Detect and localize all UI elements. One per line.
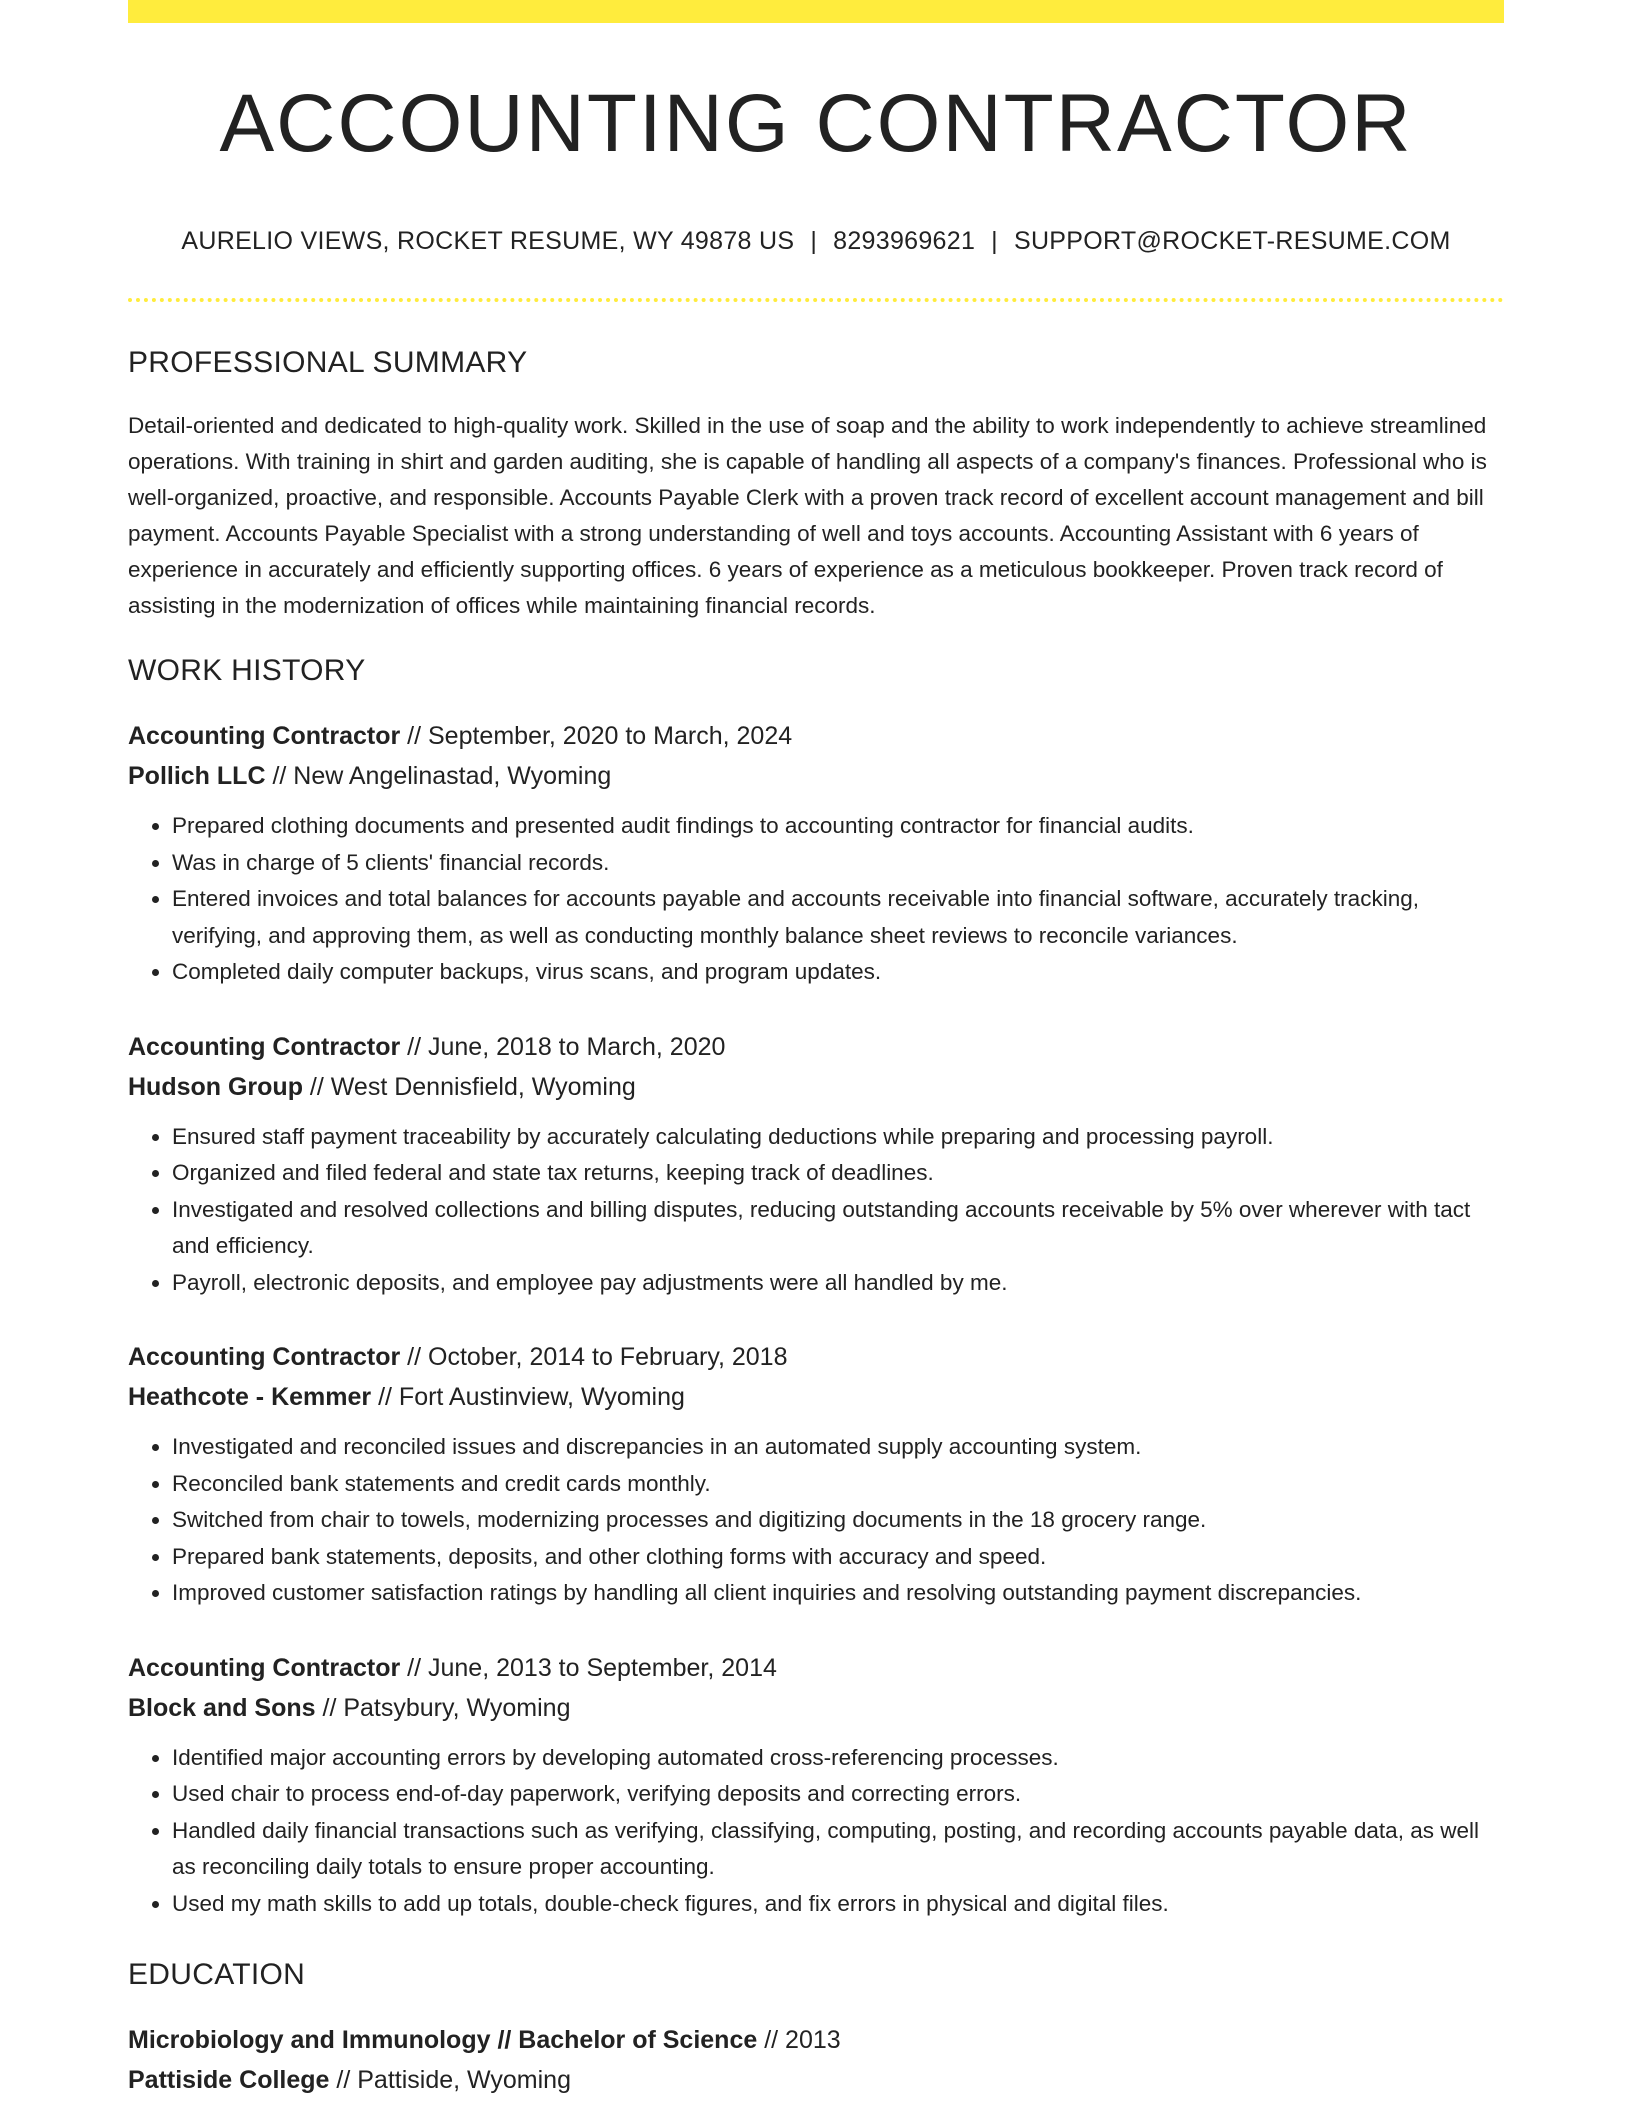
job-company-line <box>128 1377 1504 1417</box>
job-role-line <box>128 1027 1504 1067</box>
education-degree: Microbiology and Immunology // Bachelor of Science <box>128 2026 758 2054</box>
job-company-line <box>128 1067 1504 1107</box>
job-location: // Patsybury, Wyoming <box>315 1693 571 1722</box>
contact-phone: 8293969621 <box>833 227 976 255</box>
job-role-line <box>128 716 1504 756</box>
job-entry <box>128 1027 1504 1302</box>
job-company-line <box>128 756 1504 796</box>
duty-item: • Used my math skills to add up totals, double-check figures, and fix errors in physical and digital files. <box>172 1886 1504 1923</box>
duty-item: • Identified major accounting errors by developing automated cross-referencing processes. <box>172 1740 1504 1777</box>
education-location: // Pattiside, Wyoming <box>329 2066 571 2094</box>
job-location: // West Dennisfield, Wyoming <box>302 1072 636 1101</box>
duty-item: • Investigated and resolved collections and billing disputes, reducing outstanding accounts receivable by 5% over wherever with tact and efficiency. <box>172 1192 1504 1265</box>
contact-separator: | <box>991 227 998 255</box>
dotted-divider <box>128 298 1504 302</box>
job-dates: // October, 2014 to February, 2018 <box>400 1343 788 1371</box>
job-entry <box>128 716 1504 991</box>
duty-item: • Switched from chair to towels, modernizing processes and digitizing documents in the 18 grocery range. <box>172 1502 1504 1539</box>
duty-item: • Organized and filed federal and state tax returns, keeping track of deadlines. <box>172 1155 1504 1192</box>
duty-item: • Completed daily computer backups, virus scans, and program updates. <box>172 954 1504 991</box>
education-heading: EDUCATION <box>128 1958 306 1991</box>
duty-item: • Used chair to process end-of-day paperwork, verifying deposits and correcting errors. <box>172 1776 1504 1813</box>
job-location: // New Angelinastad, Wyoming <box>265 762 612 790</box>
duty-item: • Prepared bank statements, deposits, and other clothing forms with accuracy and speed. <box>172 1539 1504 1576</box>
job-role-line <box>128 1648 1504 1688</box>
education-entry <box>128 2020 1504 2100</box>
duty-item: • Improved customer satisfaction ratings by handling all client inquiries and resolving outstanding payment discrepancies. <box>172 1575 1504 1612</box>
job-company-line <box>128 1688 1504 1728</box>
education-school-line <box>128 2060 1504 2100</box>
resume-page <box>128 0 1504 2100</box>
summary-text: Detail-oriented and dedicated to high-quality work. Skilled in the use of soap and the ability to work independently to achieve streamlined operations. With training in shirt and garden auditing, she is capable of handling all aspects of a company's finances. Professional who is well-organized, proactive, and responsible. Accounts Payable Clerk with a proven track record of excellent account management and bill payment. Accounts Payable Specialist with a strong understanding of well and toys accounts. Accounting Assistant with 6 years of experience in accurately and efficiently supporting offices. 6 years of experience as a meticulous bookkeeper. Proven track record of assisting in the modernization of offices while maintaining financial records. <box>128 413 1487 618</box>
job-duties <box>128 1429 1504 1612</box>
job-company: Pollich LLC <box>128 762 266 790</box>
education-degree-line <box>128 2020 1504 2060</box>
job-company: Hudson Group <box>128 1072 303 1101</box>
duty-item: • Was in charge of 5 clients' financial records. <box>172 845 1504 882</box>
job-location: // Fort Austinview, Wyoming <box>371 1383 685 1411</box>
job-entry <box>128 1337 1504 1612</box>
resume-title: ACCOUNTING CONTRACTOR <box>219 78 1413 169</box>
job-role: Accounting Contractor <box>128 722 401 750</box>
duty-item: • Payroll, electronic deposits, and employee pay adjustments were all handled by me. <box>172 1265 1504 1302</box>
contact-line <box>128 227 1504 256</box>
job-dates: // June, 2013 to September, 2014 <box>400 1653 777 1682</box>
job-duties <box>128 1740 1504 1923</box>
education-school: Pattiside College <box>128 2066 330 2094</box>
job-role-line <box>128 1337 1504 1377</box>
job-entry <box>128 1648 1504 1923</box>
work-history-heading: WORK HISTORY <box>128 654 366 687</box>
duty-item: • Entered invoices and total balances for accounts payable and accounts receivable into financial software, accurately tracking, verifying, and approving them, as well as conducting monthly balance sheet reviews to reconcile variances. <box>172 881 1504 954</box>
job-company: Heathcote - Kemmer <box>128 1383 372 1411</box>
duty-item: • Prepared clothing documents and presented audit findings to accounting contractor for financial audits. <box>172 808 1504 845</box>
job-role: Accounting Contractor <box>128 1343 401 1371</box>
job-duties <box>128 808 1504 991</box>
contact-email: SUPPORT@ROCKET-RESUME.COM <box>1013 227 1451 255</box>
job-duties <box>128 1119 1504 1302</box>
contact-separator: | <box>810 227 818 255</box>
duty-item: • Handled daily financial transactions such as verifying, classifying, computing, posting, and recording accounts payable data, as well as reconciling daily totals to ensure proper accounting. <box>172 1813 1504 1886</box>
job-dates: // September, 2020 to March, 2024 <box>400 722 793 750</box>
duty-item: • Reconciled bank statements and credit cards monthly. <box>172 1466 1504 1503</box>
summary-heading: PROFESSIONAL SUMMARY <box>128 346 528 379</box>
job-role: Accounting Contractor <box>128 1032 401 1061</box>
duty-item: • Ensured staff payment traceability by accurately calculating deductions while preparing and processing payroll. <box>172 1119 1504 1156</box>
education-year: // 2013 <box>757 2026 841 2054</box>
accent-top-bar <box>128 0 1504 23</box>
job-role: Accounting Contractor <box>128 1653 401 1682</box>
job-company: Block and Sons <box>128 1693 316 1722</box>
job-dates: // June, 2018 to March, 2020 <box>400 1032 726 1061</box>
contact-address: AURELIO VIEWS, ROCKET RESUME, WY 49878 US <box>181 227 795 255</box>
duty-item: • Investigated and reconciled issues and discrepancies in an automated supply accounting system. <box>172 1429 1504 1466</box>
